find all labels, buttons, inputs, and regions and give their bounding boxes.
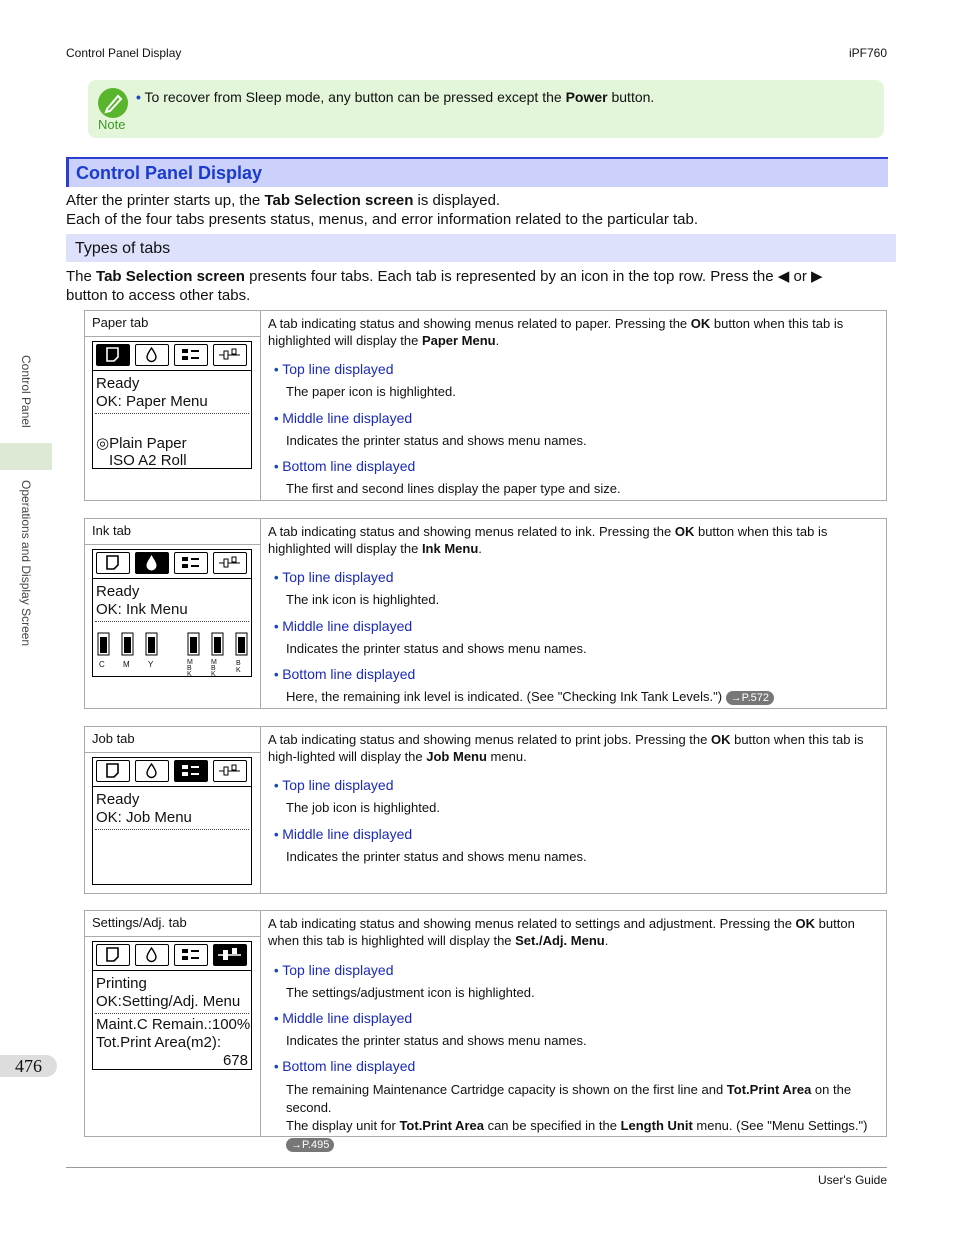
- ink-tank-y: [146, 633, 157, 655]
- intro-paragraph-2: Each of the four tabs presents status, menus, and error information related to the particular tab.: [66, 211, 699, 228]
- paper-icon: [96, 344, 130, 366]
- lcd-line-1: Printing: [96, 975, 147, 992]
- footer-rule: [66, 1167, 887, 1168]
- settings-adj-icon: [213, 344, 247, 366]
- bottom-line-heading: Bottom line displayed: [282, 666, 416, 682]
- middle-line-heading: Middle line displayed: [282, 618, 413, 634]
- middle-line-heading: Middle line displayed: [282, 1010, 413, 1026]
- job-tab-table: Job tab Ready OK: Job Menu A tab indicating status and showing menus related to print jobs. Pressing the OK button when this tab is high-lighted will display the Job Menu menu. • Top line displayed The job icon is highlighted. • Middle line displayed Indicates the printer status and shows menu names.: [84, 726, 887, 894]
- lcd-paper-type: ◎Plain Paper: [96, 435, 187, 452]
- settings-tab-lcd: [92, 941, 252, 1070]
- lcd-line-2: OK: Ink Menu: [96, 601, 188, 618]
- page-reference-link[interactable]: →P.495: [286, 1138, 334, 1152]
- middle-line-body: Indicates the printer status and shows menu names.: [286, 433, 587, 448]
- note-label: Note: [98, 117, 126, 132]
- bottom-line-heading: Bottom line displayed: [282, 458, 416, 474]
- middle-line-heading: Middle line displayed: [282, 410, 413, 426]
- top-line-body: The paper icon is highlighted.: [286, 384, 456, 399]
- ink-color-mbk-2: MBK: [211, 659, 217, 678]
- ink-tab-description: A tab indicating status and showing menus related to ink. Pressing the OK button when this tab is highlighted will display the Ink Menu.: [268, 524, 828, 556]
- bottom-line-body: Here, the remaining ink level is indicated. (See "Checking Ink Tank Levels.") →P.572: [286, 689, 774, 704]
- ink-color-mbk-1: MBK: [187, 659, 193, 678]
- job-icon: [174, 760, 208, 782]
- left-arrow-icon: ◀: [777, 268, 790, 285]
- middle-line-body: Indicates the printer status and shows menu names.: [286, 1033, 587, 1048]
- settings-tab-table: Settings/Adj. tab Printing OK:Setting/Adj. Menu Maint.C Remain.:100% Tot.Print Area(m2): 678 A tab indicating status and showing menus related to settings and adjustment. Pressing the OK button when this tab is highlighted will display the Set./Adj. Menu. • Top line displayed The settings/adjustment icon is highlighted. • Middle line displayed Indicates the printer status and shows menu names. • Bottom line displayed The remaining Maintenance Cartridge capacity is shown on the first line and Tot.Print Area on the second. The display unit for Tot.Print Area can be specified in the Length Unit menu. (See "Menu Settings.") →P.495: [84, 910, 887, 1137]
- subsection-heading-bar: [66, 234, 896, 262]
- lcd-line-1: Ready: [96, 375, 140, 392]
- section-title: Control Panel Display: [76, 163, 263, 183]
- top-line-body: The ink icon is highlighted.: [286, 592, 440, 607]
- lcd-line-2: OK: Job Menu: [96, 809, 192, 826]
- lcd-paper-size: ISO A2 Roll: [109, 452, 187, 469]
- lcd-maint-remain: Maint.C Remain.:100%: [96, 1016, 251, 1033]
- bottom-line-body: The first and second lines display the paper type and size.: [286, 481, 621, 496]
- running-header-left: Control Panel Display: [66, 46, 182, 60]
- paper-tab-label: Paper tab: [92, 315, 149, 330]
- ink-tank-m: [122, 633, 133, 655]
- top-line-heading: Top line displayed: [282, 777, 394, 793]
- ink-color-bk: BK: [236, 660, 241, 674]
- job-icon: [174, 344, 208, 366]
- ink-color-y: Y: [148, 660, 154, 669]
- page-number: 476: [0, 1055, 57, 1077]
- paper-tab-lcd: [92, 341, 252, 469]
- paper-source-icon: ◎: [96, 435, 110, 452]
- job-tab-lcd: [92, 757, 252, 885]
- side-tab-highlight: [0, 443, 52, 470]
- lcd-line-1: Ready: [96, 791, 140, 808]
- bottom-line-heading: Bottom line displayed: [282, 1058, 416, 1074]
- ink-icon: [135, 344, 169, 366]
- top-line-heading: Top line displayed: [282, 361, 394, 377]
- right-arrow-icon: ▶: [811, 268, 823, 285]
- middle-line-body: Indicates the printer status and shows menu names.: [286, 641, 587, 656]
- ink-tank-mbk-2: [212, 633, 223, 655]
- paper-tab-description: A tab indicating status and showing menus related to paper. Pressing the OK button when this tab is highlighted will display the Paper Menu.: [268, 316, 844, 348]
- note-pencil-icon: [98, 88, 128, 118]
- middle-line-body: Indicates the printer status and shows menu names.: [286, 849, 587, 864]
- lcd-print-area-value: 678: [222, 1052, 248, 1069]
- bottom-line-body: The remaining Maintenance Cartridge capacity is shown on the first line and Tot.Print Area on the second. The display unit for Tot.Print Area can be specified in the Length Unit menu. (See "Menu Settings.") →P.495: [286, 1082, 868, 1151]
- job-tab-description: A tab indicating status and showing menus related to print jobs. Pressing the OK button when this tab is high-lighted will display the Job Menu menu.: [268, 732, 864, 764]
- note-text: • To recover from Sleep mode, any button can be pressed except the Power button.: [136, 89, 655, 105]
- paper-icon: [96, 760, 130, 782]
- job-icon: [174, 552, 208, 574]
- paper-tab-table: Paper tab Ready OK: Paper Menu ◎Plain Paper ISO A2 Roll A tab indicating status and showing menus related to paper. Pressing the OK button when this tab is highlighted will display the Paper Menu. • Top line displayed The paper icon is highlighted. • Middle line displayed Indicates the printer status and shows menu names. • Bottom line displayed The first and second lines display the paper type and size.: [84, 310, 887, 501]
- middle-line-heading: Middle line displayed: [282, 826, 413, 842]
- top-line-heading: Top line displayed: [282, 569, 394, 585]
- intro-paragraph-1: After the printer starts up, the Tab Selection screen is displayed.: [66, 192, 501, 209]
- lcd-line-1: Ready: [96, 583, 140, 600]
- job-tab-label: Job tab: [92, 731, 135, 746]
- paper-icon: [96, 552, 130, 574]
- ink-icon: [135, 760, 169, 782]
- ink-color-c: C: [99, 660, 105, 669]
- lcd-line-2: OK: Paper Menu: [96, 393, 208, 410]
- paper-icon: [96, 944, 130, 966]
- ink-color-m: M: [123, 660, 130, 669]
- ink-tank-bk: [236, 633, 247, 655]
- ink-tab-table: Ink tab Ready OK: Ink Menu C M Y MBK MBK BK A tab indicating status and showing menus related to ink. Pressing the OK button when this tab is highlighted will display the Ink Menu. • Top line displayed The ink icon is highlighted. • Middle line displayed Indicates the printer status and shows menu names. • Bottom line displayed Here, the remaining ink level is indicated. (See "Checking Ink Tank Levels.") →P.572: [84, 518, 887, 709]
- ink-tab-lcd: [92, 549, 252, 677]
- settings-adj-icon: [213, 552, 247, 574]
- ink-icon: [135, 944, 169, 966]
- running-header-right: iPF760: [848, 46, 887, 60]
- top-line-heading: Top line displayed: [282, 962, 394, 978]
- tabs-paragraph: The Tab Selection screen presents four tabs. Each tab is represented by an icon in the top row. Press the ◀ or ▶ button to access other tabs.: [66, 268, 823, 304]
- job-icon: [174, 944, 208, 966]
- ink-tank-c: [98, 633, 109, 655]
- footer-text: User's Guide: [818, 1173, 887, 1187]
- subsection-title: Types of tabs: [75, 240, 171, 257]
- ink-tab-label: Ink tab: [92, 523, 132, 538]
- settings-tab-description: A tab indicating status and showing menus related to settings and adjustment. Pressing the OK button when this tab is highlighted will display the Set./Adj. Menu.: [268, 916, 855, 948]
- lcd-line-2: OK:Setting/Adj. Menu: [96, 993, 241, 1010]
- ink-tank-mbk-1: [188, 633, 199, 655]
- page-reference-link[interactable]: →P.572: [726, 691, 774, 705]
- side-tab-operations: Operations and Display Screen: [19, 480, 33, 647]
- top-line-body: The settings/adjustment icon is highlighted.: [286, 985, 535, 1000]
- side-tab-control-panel: Control Panel: [19, 355, 33, 428]
- settings-adj-icon: [213, 760, 247, 782]
- lcd-print-area: Tot.Print Area(m2):: [96, 1034, 222, 1051]
- settings-adj-icon: [213, 944, 247, 966]
- ink-icon: [135, 552, 169, 574]
- settings-tab-label: Settings/Adj. tab: [92, 915, 187, 930]
- top-line-body: The job icon is highlighted.: [286, 800, 440, 815]
- ink-level-gauges: [95, 630, 251, 676]
